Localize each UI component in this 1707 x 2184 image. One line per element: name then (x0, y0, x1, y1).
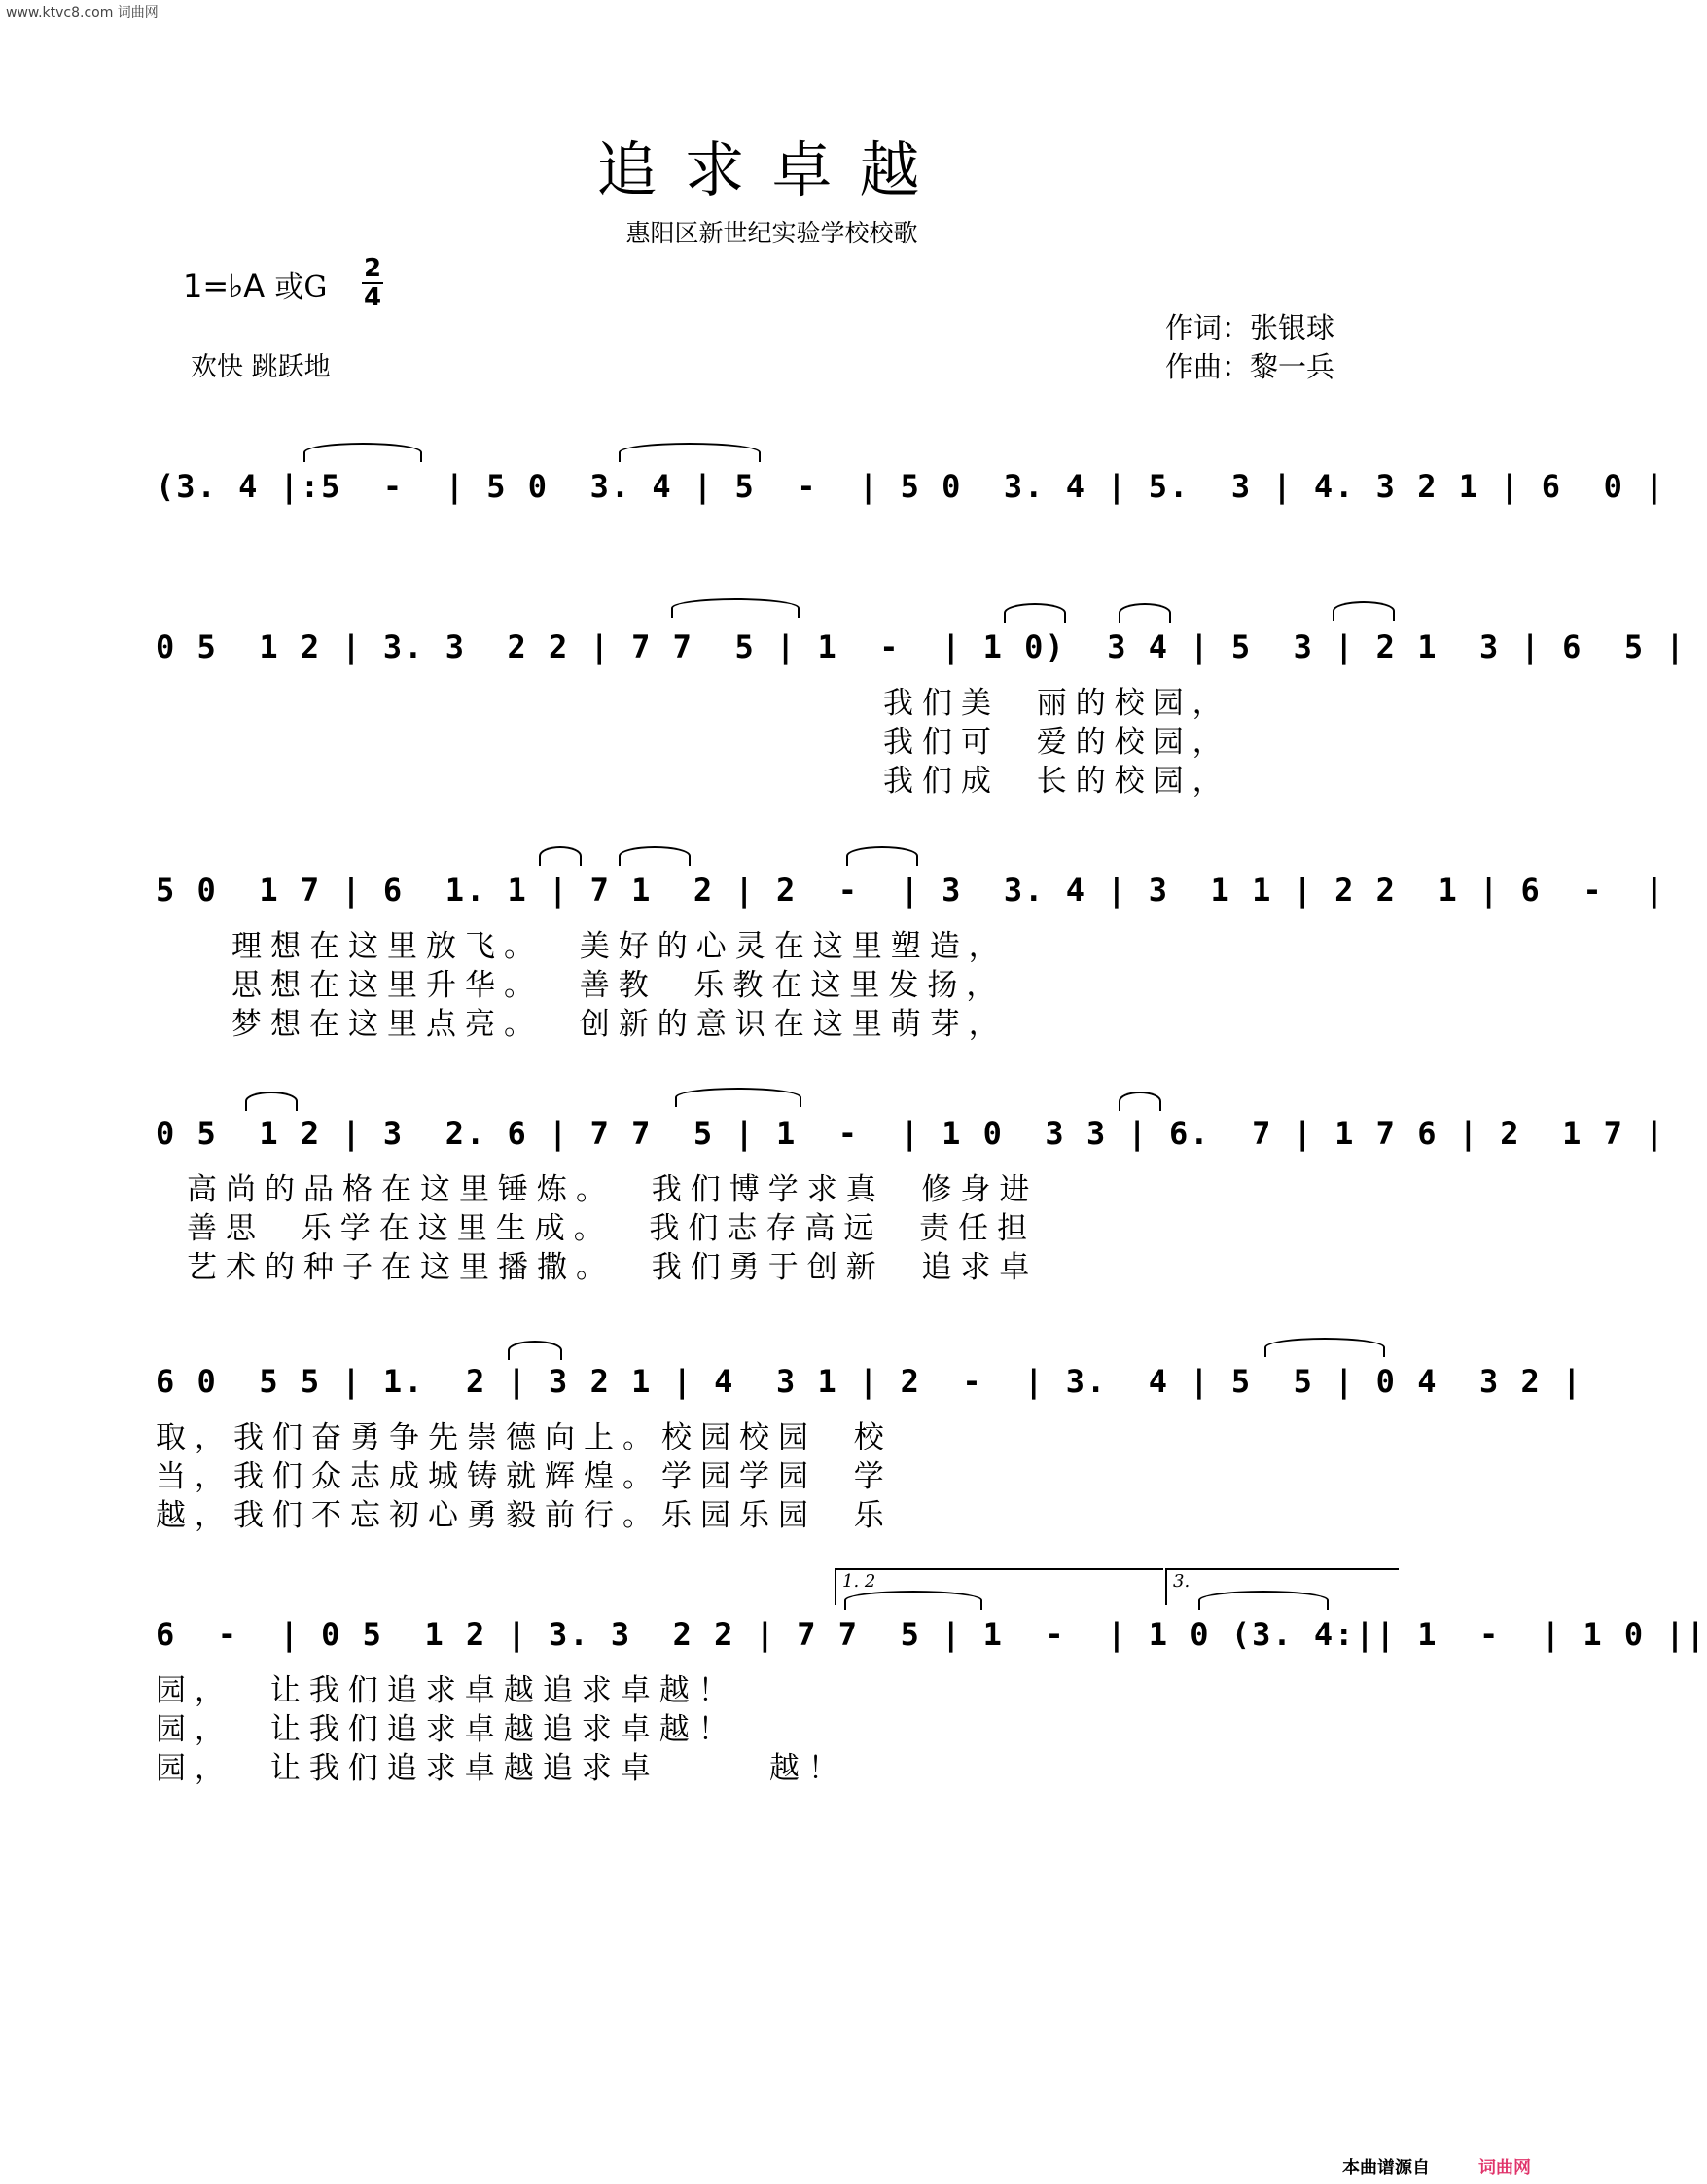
slur (1119, 603, 1171, 623)
slur (671, 598, 800, 618)
lyric-row-5-verse-2: 当，我们众志成城铸就辉煌。学园学园 学 (156, 1459, 893, 1494)
composer-credit: 作曲：黎一兵 (1165, 350, 1335, 383)
slur (245, 1092, 298, 1111)
slur (1119, 1092, 1161, 1111)
time-top: 2 (363, 254, 382, 283)
score-row-4 (156, 1099, 1666, 1167)
site-watermark: www.ktvc8.com 词曲网 (6, 5, 159, 20)
lyric-row-6-verse-2: 园， 让我们追求卓越追求卓越！ (156, 1712, 737, 1747)
score-row-5 (156, 1347, 1583, 1415)
slur (619, 846, 691, 866)
time-signature (362, 255, 383, 311)
notation-row-6: 6 - | 0 5 1 2 | 3. 3 2 2 | 7 7 5 | 1 - | 1 0 (3. 4:|| 1 - | 1 0 || (156, 1616, 1707, 1653)
lyric-row-6-verse-1: 园， 让我们追求卓越追求卓越！ (156, 1673, 737, 1708)
key-main: ♭A (229, 268, 266, 304)
slur (508, 1341, 562, 1360)
slur (675, 1088, 801, 1107)
score-row-3 (156, 856, 1666, 924)
score-row-1 (156, 452, 1666, 520)
score-row-6 (156, 1600, 1707, 1668)
lyric-row-6-verse-3: 园， 让我们追求卓越追求卓 越！ (156, 1751, 847, 1786)
score-row-2 (156, 613, 1687, 681)
source-note: 本曲谱源自 (1342, 2158, 1430, 2178)
notation-row-4: 0 5 1 2 | 3 2. 6 | 7 7 5 | 1 - | 1 0 3 3 | 6. 7 | 1 7 6 | 2 1 7 | (156, 1115, 1666, 1152)
slur (1004, 603, 1066, 623)
lyric-row-4-verse-1: 高尚的品格在这里锤炼。 我们博学求真 修身进 (187, 1172, 1039, 1207)
lyric-row-2-verse-1: 我们美 丽的校园， (883, 686, 1231, 721)
notation-row-5: 6 0 5 5 | 1. 2 | 3 2 1 | 4 3 1 | 2 - | 3. 4 | 5 5 | 0 4 3 2 | (156, 1363, 1583, 1400)
notation-row-1: (3. 4 |:5 - | 5 0 3. 4 | 5 - | 5 0 3. 4 | 5. 3 | 4. 3 2 1 | 6 0 | (156, 468, 1666, 505)
source-site-link[interactable]: 词曲网 (1478, 2158, 1531, 2178)
volta-first-ending: 1. 2 (835, 1568, 1163, 1605)
time-bottom: 4 (363, 283, 382, 312)
song-subtitle: 惠阳区新世纪实验学校校歌 (625, 219, 918, 247)
key-prefix: 1= (183, 268, 230, 304)
slur (539, 846, 582, 866)
volta-third-ending: 3. (1165, 1568, 1399, 1605)
slur (303, 443, 422, 462)
slur (1264, 1338, 1385, 1357)
lyric-row-5-verse-3: 越，我们不忘初心勇毅前行。乐园乐园 乐 (156, 1498, 893, 1533)
key-alt: 或G (274, 270, 328, 304)
notation-row-2: 0 5 1 2 | 3. 3 2 2 | 7 7 5 | 1 - | 1 0) 3 4 | 5 3 | 2 1 3 | 6 5 | (156, 628, 1687, 665)
slur (619, 443, 761, 462)
slur (846, 846, 918, 866)
slur (1198, 1591, 1329, 1610)
lyric-row-3-verse-3: 梦想在这里点亮。 创新的意识在这里萌芽， (231, 1007, 1008, 1042)
song-title: 追求卓越 (596, 134, 947, 205)
lyric-row-3-verse-2: 思想在这里升华。 善教 乐教在这里发扬， (231, 968, 1006, 1003)
lyric-row-2-verse-3: 我们成 长的校园， (883, 764, 1231, 799)
lyric-row-5-verse-1: 取，我们奋勇争先崇德向上。校园校园 校 (156, 1420, 893, 1455)
lyric-row-4-verse-3: 艺术的种子在这里播撒。 我们勇于创新 追求卓 (187, 1250, 1039, 1285)
slur (844, 1591, 982, 1610)
lyric-row-4-verse-2: 善思 乐学在这里生成。 我们志存高远 责任担 (187, 1211, 1037, 1246)
lyric-row-3-verse-1: 理想在这里放飞。 美好的心灵在这里塑造， (231, 929, 1008, 964)
notation-row-3: 5 0 1 7 | 6 1. 1 | 7 1 2 | 2 - | 3 3. 4 | 3 1 1 | 2 2 1 | 6 - | (156, 872, 1666, 909)
slur (1333, 601, 1395, 621)
lyricist-credit: 作词：张银球 (1165, 311, 1335, 344)
lyric-row-2-verse-2: 我们可 爱的校园， (883, 725, 1231, 760)
key-signature (183, 263, 327, 305)
tempo-marking: 欢快 跳跃地 (191, 352, 331, 382)
